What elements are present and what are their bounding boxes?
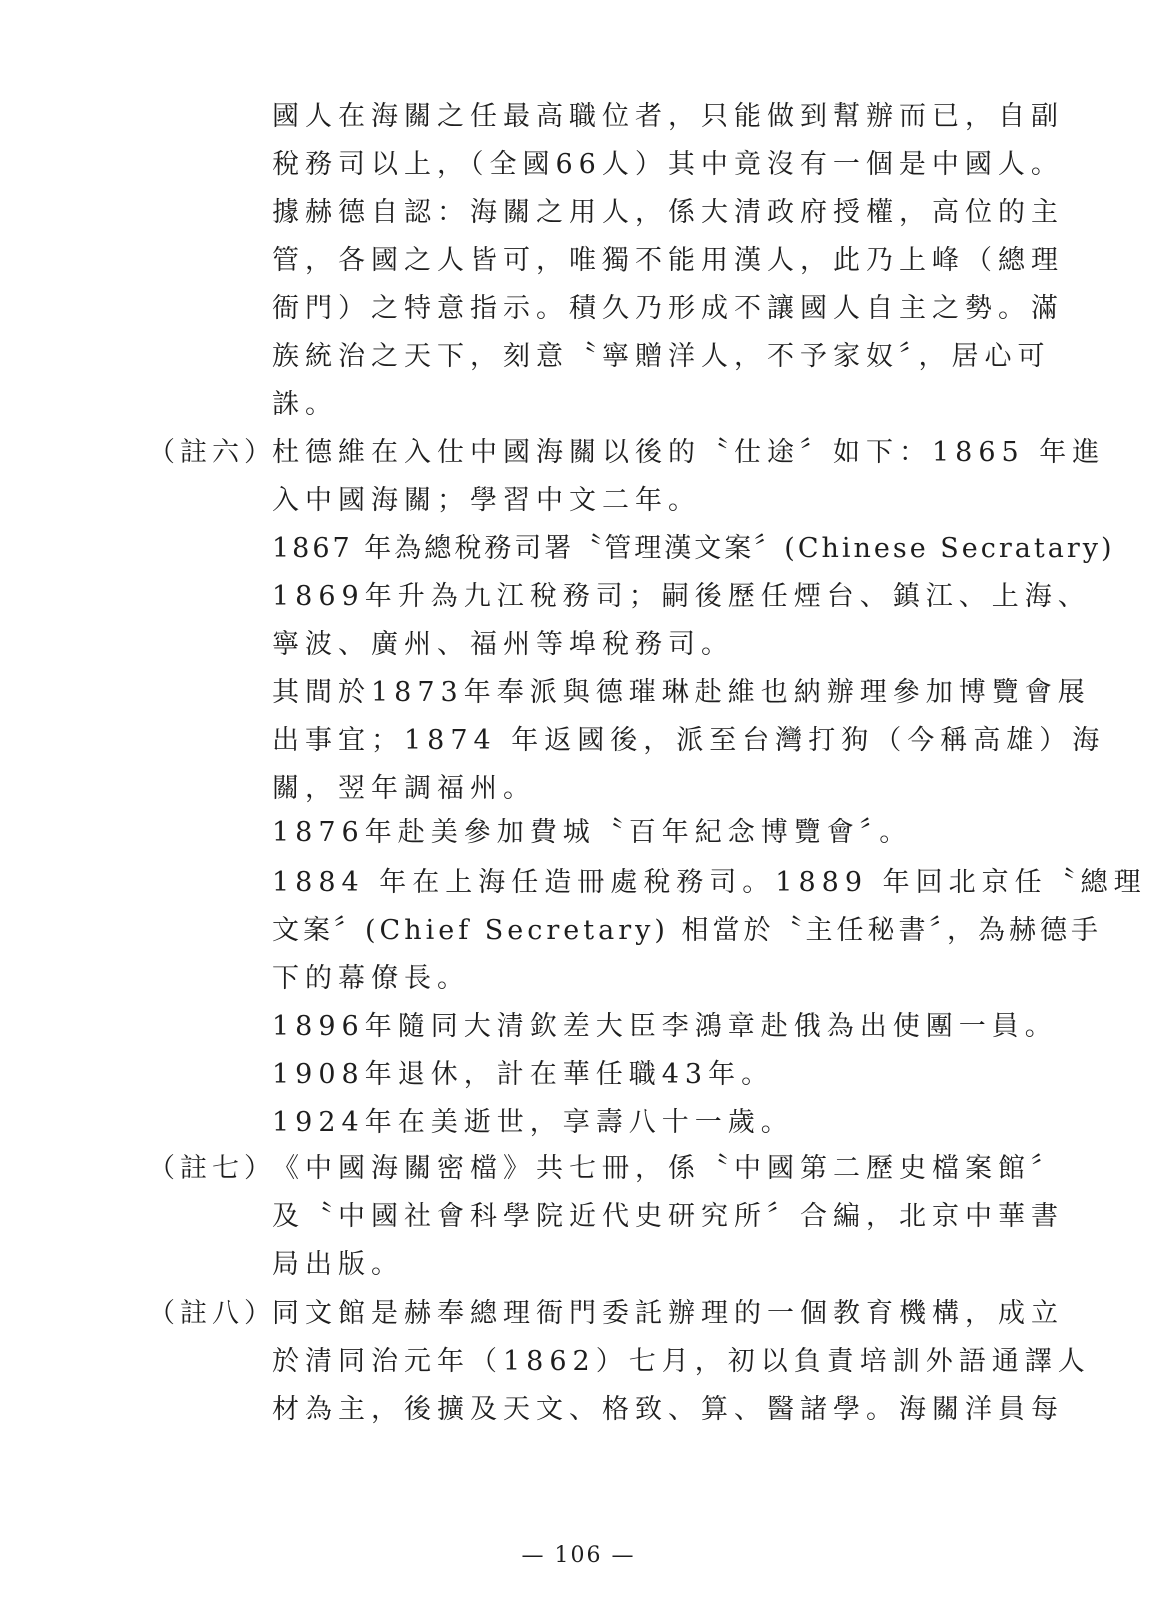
text-line: 1884 年在上海任造冊處稅務司。1889 年回北京任〝總理 (272, 867, 1147, 898)
text-line: 杜德維在入仕中國海關以後的〝仕途〞如下：1865 年進 (272, 437, 1106, 468)
text-line: 入中國海關；學習中文二年。 (272, 485, 701, 516)
text-line: 文案〞(Chief Secretary) 相當於〝主任秘書〞，為赫德手 (272, 915, 1102, 946)
text-line: 其間於1873年奉派與德璀琳赴維也納辦理參加博覽會展 (272, 677, 1091, 708)
text-line: 1869年升為九江稅務司；嗣後歷任煙台、鎮江、上海、 (272, 581, 1091, 612)
text-line: 於清同治元年（1862）七月，初以負責培訓外語通譯人 (272, 1346, 1091, 1377)
note-label-6: （註六） (148, 437, 276, 468)
text-line: 稅務司以上，（全國66人）其中竟沒有一個是中國人。 (272, 149, 1064, 180)
text-line: 族統治之天下，刻意〝寧贈洋人，不予家奴〞，居心可 (272, 341, 1051, 372)
text-line: 《中國海關密檔》共七冊，係〝中國第二歷史檔案館〞 (272, 1153, 1064, 1184)
text-line: 衙門）之特意指示。積久乃形成不讓國人自主之勢。滿 (272, 293, 1064, 324)
text-line: 關，翌年調福州。 (272, 773, 536, 804)
text-line: 寧波、廣州、福州等埠稅務司。 (272, 629, 734, 660)
text-line: 下的幕僚長。 (272, 963, 470, 994)
text-line: 1908年退休，計在華任職43年。 (272, 1059, 775, 1090)
text-line: 1924年在美逝世，享壽八十一歲。 (272, 1107, 794, 1138)
text-line: 同文館是赫奉總理衙門委託辦理的一個教育機構，成立 (272, 1298, 1064, 1329)
text-line: 1896年隨同大清欽差大臣李鴻章赴俄為出使團一員。 (272, 1011, 1058, 1042)
note-label-8: （註八） (148, 1298, 276, 1329)
page-number: — 106 — (521, 1543, 636, 1568)
text-line: 國人在海關之任最高職位者，只能做到幫辦而已，自副 (272, 101, 1064, 132)
note-label-7: （註七） (148, 1153, 276, 1184)
text-line: 材為主，後擴及天文、格致、算、醫諸學。海關洋員每 (272, 1394, 1064, 1425)
text-line: 1876年赴美參加費城〝百年紀念博覽會〞。 (272, 817, 913, 848)
text-line: 出事宜；1874 年返國後，派至台灣打狗（今稱高雄）海 (272, 725, 1106, 756)
text-line: 1867 年為總稅務司署〝管理漢文案〞(Chinese Secratary) (272, 533, 1115, 564)
text-line: 局出版。 (272, 1249, 404, 1280)
text-line: 及〝中國社會科學院近代史研究所〞合編，北京中華書 (272, 1201, 1064, 1232)
text-line: 誅。 (272, 389, 338, 420)
text-line: 管，各國之人皆可，唯獨不能用漢人，此乃上峰（總理 (272, 245, 1064, 276)
text-line: 據赫德自認：海關之用人，係大清政府授權，高位的主 (272, 197, 1064, 228)
